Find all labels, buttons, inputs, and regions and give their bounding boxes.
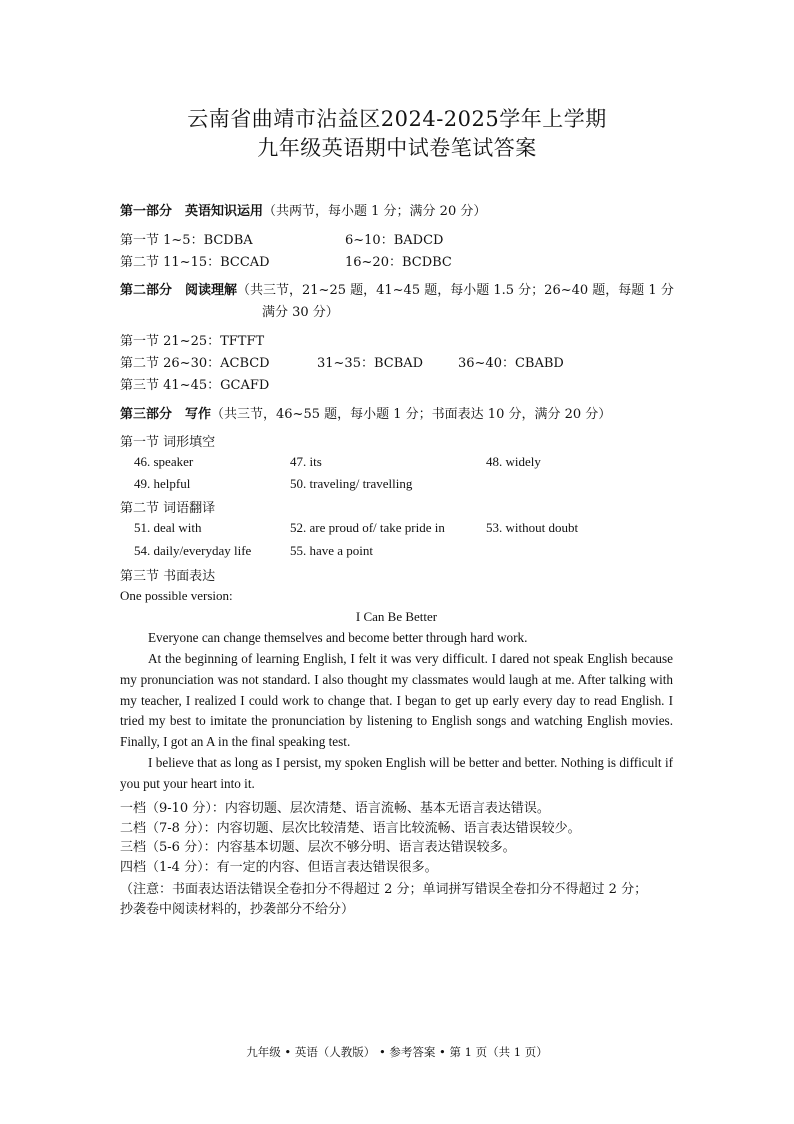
- answer-52: 52. are proud of/ take pride in: [290, 520, 445, 535]
- answer-50: 50. traveling/ travelling: [290, 476, 413, 491]
- answer-51: 51. deal with: [134, 520, 202, 535]
- part3-note: （共三节，46~55 题，每小题 1 分；书面表达 10 分，满分 20 分）: [211, 407, 612, 422]
- essay-paragraph-1: Everyone can change themselves and become better through hard work.: [148, 630, 528, 645]
- part1-heading: 第一部分 英语知识运用: [120, 204, 264, 219]
- answer-46: 46. speaker: [134, 454, 194, 469]
- part1-section1: 第一节 1~5：BCDBA: [120, 233, 253, 248]
- answer-48: 48. widely: [486, 454, 541, 469]
- grading-level-1: 一档（9-10 分）：内容切题、层次清楚、语言流畅、基本无语言表达错误。: [120, 801, 550, 816]
- part2-section2-c: 36~40：CBABD: [458, 356, 564, 371]
- part3-section3: 第三节 书面表达: [120, 569, 216, 584]
- part1-note: （共两节，每小题 1 分；满分 20 分）: [263, 204, 487, 219]
- grading-level-2: 二档（7-8 分）：内容切题、层次比较清楚、语言比较流畅、语言表达错误较少。: [120, 821, 581, 836]
- part2-heading-row: [120, 279, 674, 298]
- part3-heading: 第三部分 写作: [120, 407, 212, 422]
- part1-section1-b: 6~10：BADCD: [345, 233, 444, 248]
- part1-heading-row: [120, 200, 486, 219]
- answer-49: 49. helpful: [134, 476, 191, 491]
- essay-intro: One possible version:: [120, 588, 233, 603]
- part1-section2: 第二节 11~15：BCCAD: [120, 255, 270, 270]
- part2-section3: 第三节 41~45：GCAFD: [120, 378, 270, 393]
- grading-level-3: 三档（5-6 分）：内容基本切题、层次不够分明、语言表达错误较多。: [120, 840, 516, 855]
- part1-section2-b: 16~20：BCDBC: [345, 255, 452, 270]
- answer-54: 54. daily/everyday life: [134, 543, 252, 558]
- part2-heading: 第二部分 阅读理解: [120, 283, 238, 298]
- part2-section2-a: 第二节 26~30：ACBCD: [120, 356, 270, 371]
- part3-section1: 第一节 词形填空: [120, 435, 216, 450]
- answer-47: 47. its: [290, 454, 322, 469]
- page-footer: 九年级 • 英语（人教版） • 参考答案 • 第 1 页（共 1 页）: [246, 1045, 548, 1059]
- grading-note-2: 抄袭卷中阅读材料的，抄袭部分不给分）: [120, 902, 355, 917]
- essay-title: I Can Be Better: [355, 609, 438, 624]
- part2-note-cont: 满分 30 分）: [262, 305, 339, 320]
- answer-53: 53. without doubt: [486, 520, 579, 535]
- part3-section2: 第二节 词语翻译: [120, 501, 216, 516]
- part2-section2-b: 31~35：BCBAD: [317, 356, 424, 371]
- part2-note: （共三节，21~25 题，41~45 题，每小题 1.5 分；26~40 题，每题 1 分: [237, 283, 674, 298]
- part2-section1: 第一节 21~25：TFTFT: [120, 334, 265, 349]
- grading-level-4: 四档（1-4 分）：有一定的内容、但语言表达错误很多。: [120, 860, 438, 875]
- essay-paragraph-3: I believe that as long as I persist, my spoken English will be better and better. Nothing is difficult if you put your heart into it.: [120, 755, 673, 791]
- document-title-line1: 云南省曲靖市沾益区2024-2025学年上学期: [187, 107, 607, 131]
- answer-55: 55. have a point: [290, 543, 374, 558]
- document-title-line2: 九年级英语期中试卷笔试答案: [257, 136, 537, 160]
- part3-heading-row: [120, 403, 611, 422]
- essay-paragraph-2: At the beginning of learning English, I felt it was very difficult. I dared not speak English because my pronunciation was not standard. I also thought my classmates would laugh at me. After talking with my teacher, I realized I could work to change that. I began to get up early every day to read English. I tried my best to imitate the pronunciation by listening to English songs and watching English movies. Finally, I got an A in the final speaking test.: [120, 651, 673, 750]
- grading-note-1: （注意：书面表达语法错误全卷扣分不得超过 2 分；单词拼写错误全卷扣分不得超过 2 分；: [120, 882, 648, 897]
